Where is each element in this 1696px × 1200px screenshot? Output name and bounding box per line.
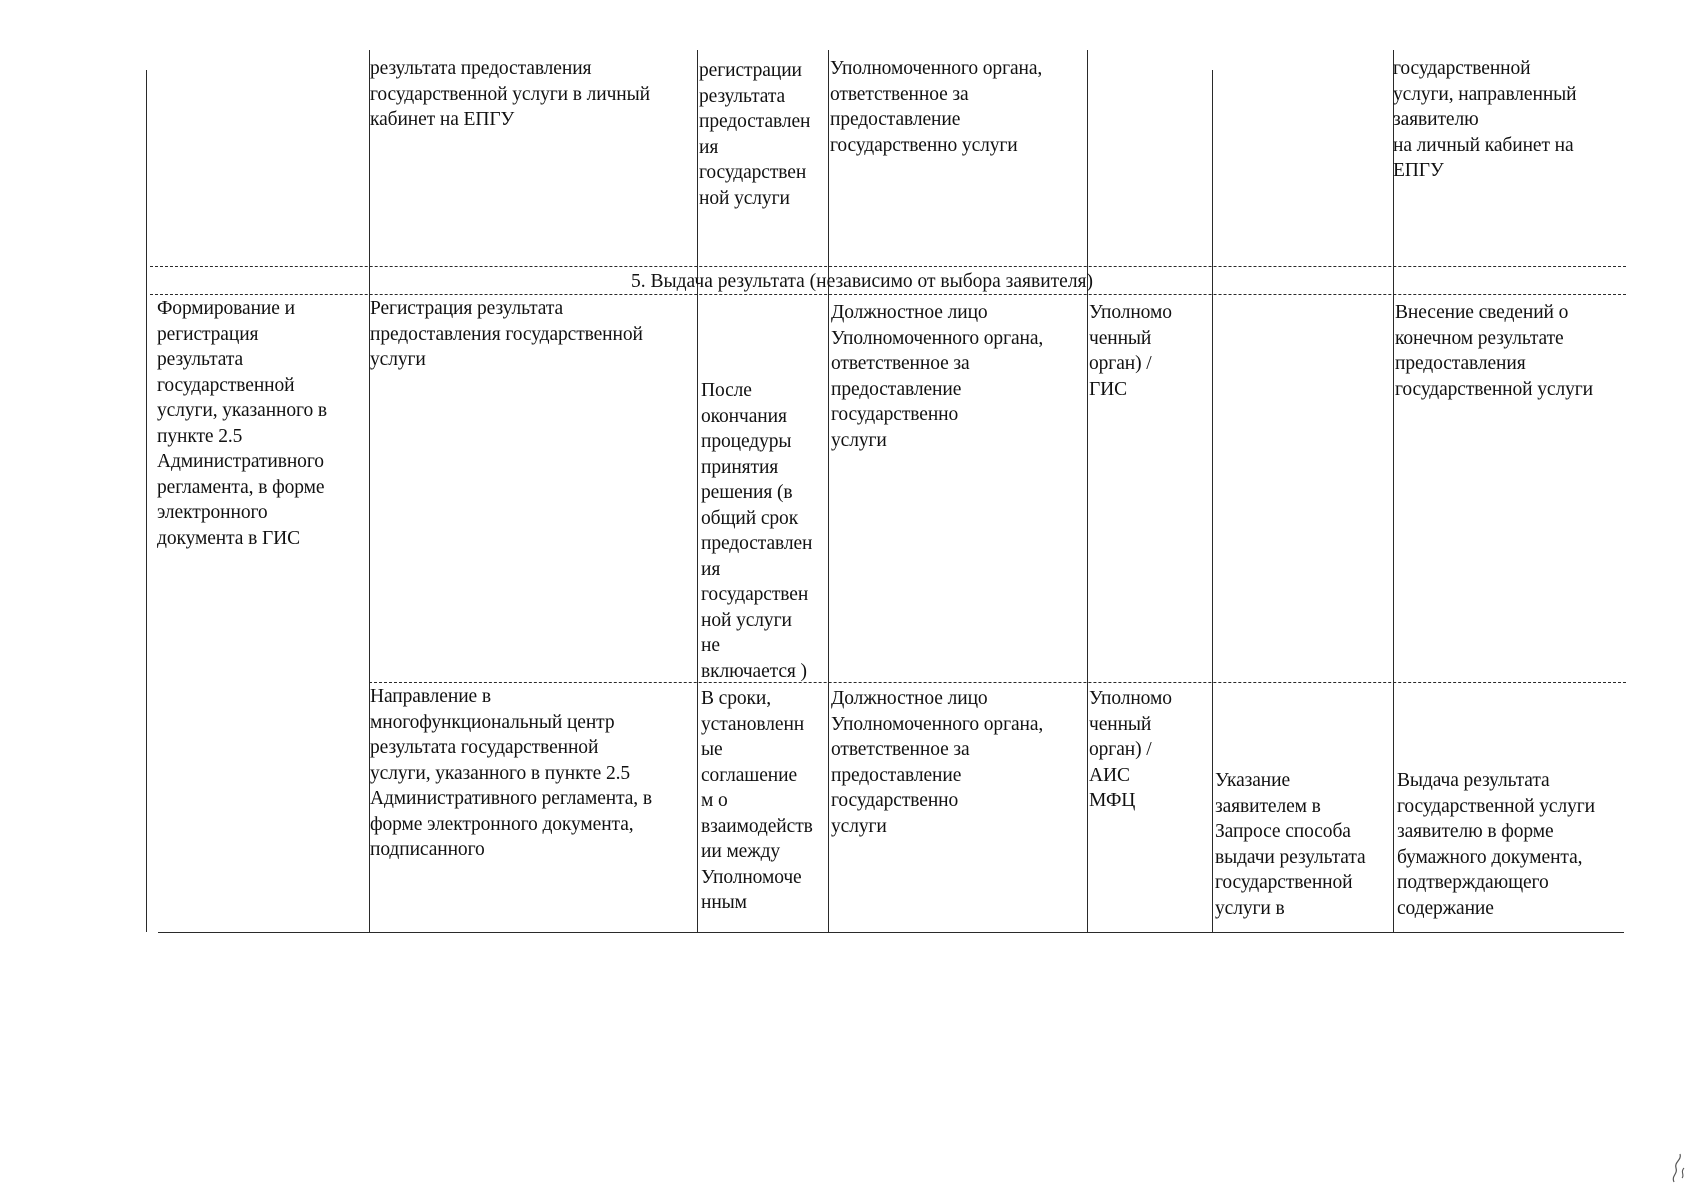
top-result-cell: государственной услуги, направленный заявителю на личный кабинет на ЕПГУ xyxy=(1393,58,1577,181)
section-title-bottom-border xyxy=(150,294,1626,295)
row1-deadline-cell: После окончания процедуры принятия решения (в общий срок предоставлен ия государствен ной услуги не включается ) xyxy=(701,380,813,682)
row1-system-cell: Уполномо ченный орган) / ГИС xyxy=(1089,302,1172,400)
table-bottom-border xyxy=(158,932,1624,933)
row2-system-cell: Уполномо ченный орган) / АИС МФЦ xyxy=(1089,688,1172,811)
row2-criteria-cell: Указание заявителем в Запросе способа выдачи результата государственной услуги в xyxy=(1215,770,1366,919)
section-top-border xyxy=(150,266,1626,267)
row2-deadline-cell: В сроки, установленн ые соглашение м о взаимодейств ии между Уполномоче нным xyxy=(701,688,813,913)
column-divider-3 xyxy=(828,50,829,932)
row1-responsible-cell: Должностное лицо Уполномоченного органа, ответственное за предоставление государственно услуги xyxy=(831,302,1044,451)
top-deadline-cell: регистрации результата предоставлен ия государствен ной услуги xyxy=(699,60,811,209)
row2-result-cell: Выдача результата государственной услуги заявителю в форме бумажного документа, подтверждающего содержание xyxy=(1397,770,1595,919)
row2-action-cell: Направление в многофункциональный центр результата государственной услуги, указанного в пункте 2.5 Административного регламента, в форме электронного документа, подписанного xyxy=(370,686,652,860)
row-separator xyxy=(369,682,1626,683)
handwritten-page-mark xyxy=(1668,1148,1690,1188)
top-stage-cell: результата предоставления государственной услуги в личный кабинет на ЕПГУ xyxy=(370,58,650,130)
column-divider-2 xyxy=(697,50,698,932)
column-divider-5 xyxy=(1212,70,1213,932)
row1-basis-cell: Формирование и регистрация результата государственной услуги, указанного в пункте 2.5 Административного регламента, в форме электронного документа в ГИС xyxy=(157,298,327,549)
top-responsible-cell: Уполномоченного органа, ответственное за предоставление государственно услуги xyxy=(830,58,1043,156)
section-title: 5. Выдача результата (независимо от выбора заявителя) xyxy=(631,271,1094,292)
row1-action-cell: Регистрация результата предоставления государственной услуги xyxy=(370,298,643,370)
table-border-left xyxy=(146,70,147,932)
row1-result-cell: Внесение сведений о конечном результате предоставления государственной услуги xyxy=(1395,302,1593,400)
row2-responsible-cell: Должностное лицо Уполномоченного органа, ответственное за предоставление государственно услуги xyxy=(831,688,1044,837)
column-divider-4 xyxy=(1087,50,1088,932)
